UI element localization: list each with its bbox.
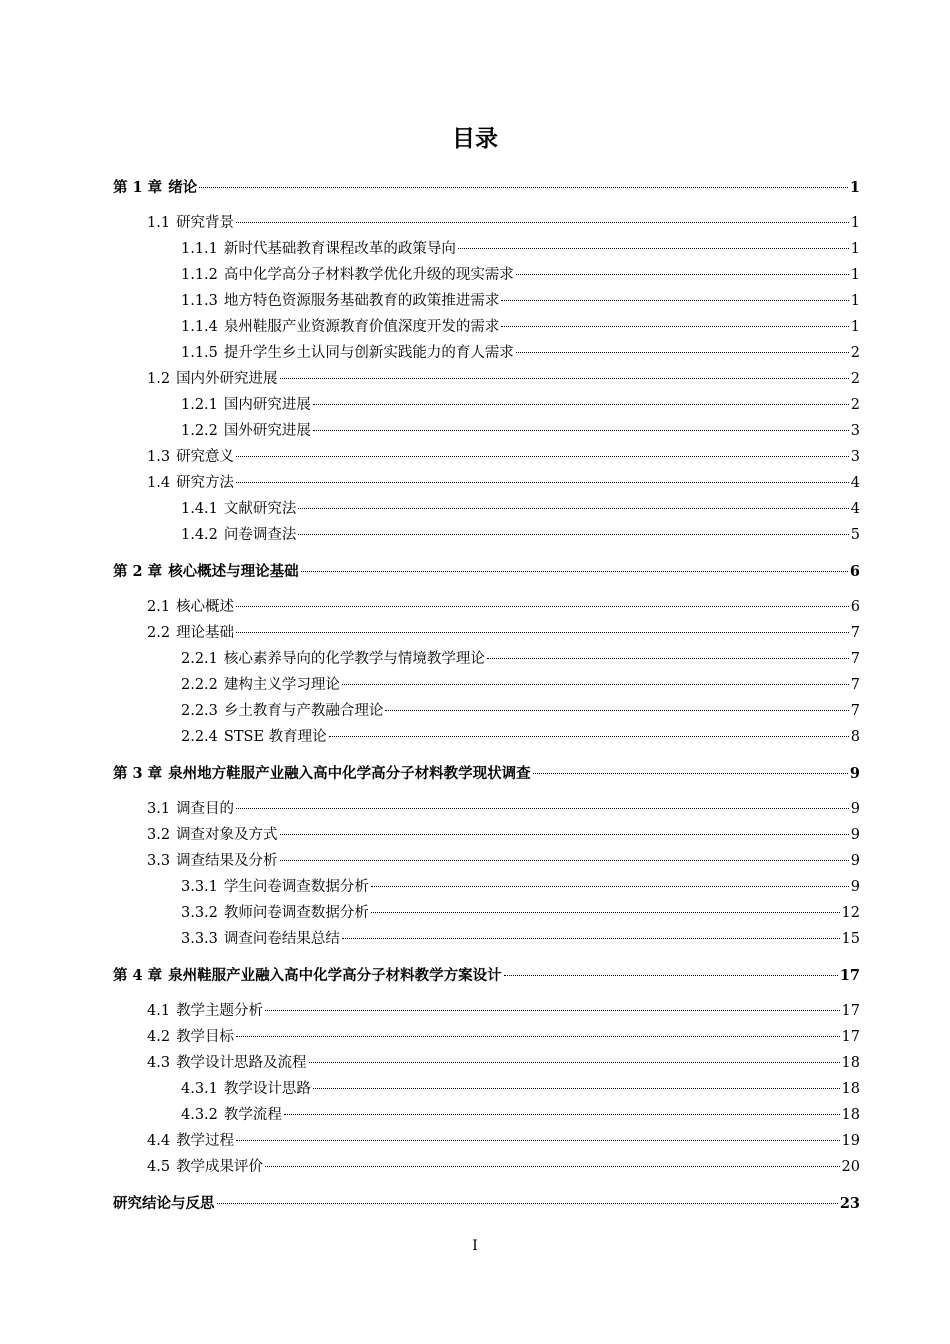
toc-entry-label: [147, 210, 234, 236]
dot-leader: [236, 808, 849, 809]
toc-entry-number: 3.3.1: [181, 879, 218, 895]
dot-leader: [385, 710, 848, 711]
toc-entry-label: [181, 236, 456, 262]
dot-leader: [501, 300, 848, 301]
toc-entry-number: 2.1: [147, 599, 171, 615]
toc-entry-text: 教学主题分析: [176, 1003, 264, 1019]
toc-entry-page: 17: [839, 967, 860, 984]
toc-entry-number: 4.3: [147, 1055, 171, 1071]
toc-entry-text: 研究方法: [176, 475, 235, 491]
dot-leader: [301, 571, 848, 572]
toc-entry-number: 3.3.2: [181, 905, 218, 921]
toc-entry-text: 教学设计思路: [223, 1081, 311, 1097]
dot-leader: [298, 534, 848, 535]
toc-entry-page: 23: [839, 1195, 860, 1212]
toc-entry-text: 国内外研究进展: [176, 371, 278, 387]
toc-entry-label: [181, 496, 296, 522]
toc-entry-text: 核心概述与理论基础: [168, 563, 299, 580]
toc-entry-label: [113, 964, 502, 988]
toc-entry-label: [147, 470, 234, 496]
toc-entry[interactable]: [113, 1102, 860, 1128]
toc-entry-text: 乡土教育与产教融合理论: [223, 703, 384, 719]
toc-entry-number: 2.2.1: [181, 651, 218, 667]
toc-entry-number: 1.4.1: [181, 501, 218, 517]
toc-entry[interactable]: [113, 900, 860, 926]
toc-entry-text: 高中化学高分子材料教学优化升级的现实需求: [223, 267, 514, 283]
toc-entry-text: 学生问卷调查数据分析: [223, 879, 369, 895]
toc-entry-text: 调查结果及分析: [176, 853, 278, 869]
toc-entry-number: 1.4: [147, 475, 171, 491]
toc-entry-page: 3: [850, 423, 860, 439]
dot-leader: [371, 912, 840, 913]
toc-entry[interactable]: [113, 176, 860, 200]
toc-entry-number: 2.2.2: [181, 677, 218, 693]
toc-entry[interactable]: [113, 392, 860, 418]
toc-entry-text: 建构主义学习理论: [223, 677, 340, 693]
toc-entry-page: 4: [850, 501, 860, 517]
toc-entry-page: 1: [850, 319, 860, 335]
toc-entry-label: [181, 314, 499, 340]
toc-entry-page: 7: [850, 651, 860, 667]
toc-entry-page: 1: [850, 241, 860, 257]
toc-entry[interactable]: [113, 1076, 860, 1102]
toc-entry-page: 17: [841, 1003, 860, 1019]
toc-entry[interactable]: [113, 620, 860, 646]
toc-entry-text: 问卷调查法: [223, 527, 297, 543]
dot-leader: [516, 352, 849, 353]
toc-entry-label: [181, 1076, 311, 1102]
toc-entry[interactable]: [113, 672, 860, 698]
toc-entry-page: 7: [850, 703, 860, 719]
toc-entry-text: 教师问卷调查数据分析: [223, 905, 369, 921]
toc-entry-label: [181, 1102, 282, 1128]
toc-entry-text: 调查目的: [176, 801, 235, 817]
toc-entry[interactable]: [113, 262, 860, 288]
toc-entry-label: [147, 1154, 263, 1180]
toc-entry-label: [147, 1128, 234, 1154]
table-of-contents: [113, 176, 860, 1216]
dot-leader: [236, 1140, 839, 1141]
toc-entry-label: [147, 998, 263, 1024]
toc-entry-page: 2: [850, 345, 860, 361]
toc-entry-label: [113, 176, 197, 200]
toc-entry-label: [113, 762, 531, 786]
toc-entry-number: 3.1: [147, 801, 171, 817]
toc-entry-page: 7: [850, 677, 860, 693]
page-number: I: [472, 1238, 478, 1254]
dot-leader: [217, 1203, 838, 1204]
toc-entry-number: 1.1.4: [181, 319, 218, 335]
dot-leader: [309, 1062, 840, 1063]
toc-entry-label: [181, 392, 311, 418]
toc-entry-text: 国外研究进展: [223, 423, 311, 439]
dot-leader: [265, 1010, 839, 1011]
toc-entry-page: 3: [850, 449, 860, 465]
toc-entry[interactable]: [113, 340, 860, 366]
toc-entry[interactable]: [113, 998, 860, 1024]
toc-entry-number: 1.1.3: [181, 293, 218, 309]
toc-entry[interactable]: [113, 926, 860, 952]
dot-leader: [199, 187, 848, 188]
dot-leader: [533, 773, 848, 774]
toc-entry-number: 第 1 章: [113, 179, 163, 196]
toc-entry-number: 1.1.2: [181, 267, 218, 283]
dot-leader: [236, 456, 849, 457]
toc-entry-label: [181, 418, 311, 444]
toc-entry-page: 9: [850, 801, 860, 817]
toc-entry-label: [147, 620, 234, 646]
toc-entry[interactable]: [113, 210, 860, 236]
toc-entry-label: [147, 1050, 307, 1076]
toc-entry[interactable]: [113, 698, 860, 724]
toc-entry[interactable]: [113, 1154, 860, 1180]
page-title: 目录: [452, 126, 498, 152]
dot-leader: [516, 274, 849, 275]
toc-entry-text: 文献研究法: [223, 501, 297, 517]
dot-leader: [280, 834, 849, 835]
toc-entry-page: 1: [849, 179, 860, 196]
toc-entry-label: [147, 848, 278, 874]
toc-entry-page: 12: [841, 905, 860, 921]
toc-entry-page: 7: [850, 625, 860, 641]
toc-entry[interactable]: [113, 444, 860, 470]
toc-entry-page: 1: [850, 215, 860, 231]
toc-entry-number: 2.2.3: [181, 703, 218, 719]
toc-entry-text: 绪论: [168, 179, 198, 196]
toc-entry[interactable]: [113, 848, 860, 874]
toc-entry-label: [181, 874, 369, 900]
toc-entry-label: [147, 1024, 234, 1050]
toc-entry-page: 1: [850, 293, 860, 309]
toc-entry-number: 第 3 章: [113, 765, 163, 782]
toc-entry-text: 泉州地方鞋服产业融入高中化学高分子材料教学现状调查: [168, 765, 531, 782]
toc-entry[interactable]: [113, 646, 860, 672]
dot-leader: [298, 508, 848, 509]
toc-entry-text: 核心素养导向的化学教学与情境教学理论: [223, 651, 485, 667]
toc-entry-page: 4: [850, 475, 860, 491]
toc-entry-label: [181, 698, 383, 724]
toc-entry[interactable]: [113, 470, 860, 496]
dot-leader: [458, 248, 849, 249]
toc-entry[interactable]: [113, 560, 860, 584]
dot-leader: [236, 482, 849, 483]
toc-entry-page: 18: [841, 1107, 860, 1123]
dot-leader: [280, 378, 849, 379]
toc-entry-label: [181, 672, 340, 698]
toc-entry-number: 4.3.1: [181, 1081, 218, 1097]
toc-entry-label: [147, 366, 278, 392]
toc-entry-text: 新时代基础教育课程改革的政策导向: [223, 241, 456, 257]
toc-entry-label: [113, 560, 299, 584]
toc-entry-page: 18: [841, 1081, 860, 1097]
dot-leader: [504, 975, 838, 976]
dot-leader: [313, 1088, 840, 1089]
dot-leader: [236, 1036, 839, 1037]
toc-entry-page: 2: [850, 397, 860, 413]
toc-entry-text: 泉州鞋服产业融入高中化学高分子材料教学方案设计: [168, 967, 502, 984]
toc-entry-label: [181, 724, 327, 750]
toc-entry-label: [147, 444, 234, 470]
toc-entry-number: 1.3: [147, 449, 171, 465]
toc-entry-label: [181, 900, 369, 926]
toc-entry-page: 9: [850, 853, 860, 869]
dot-leader: [280, 860, 849, 861]
toc-entry-number: 3.2: [147, 827, 171, 843]
dot-leader: [501, 326, 848, 327]
toc-entry-page: 9: [849, 765, 860, 782]
toc-entry-page: 8: [850, 729, 860, 745]
toc-entry-label: [147, 822, 278, 848]
toc-entry[interactable]: [113, 1050, 860, 1076]
toc-entry-number: 1.1: [147, 215, 171, 231]
toc-entry-number: 4.2: [147, 1029, 171, 1045]
dot-leader: [236, 222, 849, 223]
toc-entry[interactable]: [113, 762, 860, 786]
toc-entry-number: 3.3: [147, 853, 171, 869]
toc-entry-page: 2: [850, 371, 860, 387]
toc-entry-text: 提升学生乡土认同与创新实践能力的育人需求: [223, 345, 514, 361]
toc-entry-text: 调查对象及方式: [176, 827, 278, 843]
toc-entry[interactable]: [113, 724, 860, 750]
toc-entry-number: 1.4.2: [181, 527, 218, 543]
toc-entry-page: 17: [841, 1029, 860, 1045]
toc-entry-text: 教学过程: [176, 1133, 235, 1149]
toc-entry-label: [181, 646, 485, 672]
toc-entry-text: 研究背景: [176, 215, 235, 231]
toc-entry-number: 1.2.2: [181, 423, 218, 439]
toc-entry-page: 9: [850, 879, 860, 895]
toc-entry[interactable]: [113, 594, 860, 620]
toc-entry-label: [147, 594, 234, 620]
toc-entry[interactable]: [113, 1128, 860, 1154]
toc-entry[interactable]: [113, 418, 860, 444]
toc-entry-number: 1.2: [147, 371, 171, 387]
dot-leader: [329, 736, 849, 737]
toc-entry-number: 4.3.2: [181, 1107, 218, 1123]
toc-entry-number: 1.2.1: [181, 397, 218, 413]
dot-leader: [313, 404, 849, 405]
toc-entry-page: 19: [841, 1133, 860, 1149]
toc-entry-text: 核心概述: [176, 599, 235, 615]
toc-entry[interactable]: [113, 1024, 860, 1050]
dot-leader: [236, 632, 849, 633]
toc-entry-text: 研究结论与反思: [113, 1195, 215, 1212]
toc-entry[interactable]: [113, 964, 860, 988]
toc-entry-text: 国内研究进展: [223, 397, 311, 413]
toc-entry-text: 研究意义: [176, 449, 235, 465]
toc-entry-page: 5: [850, 527, 860, 543]
toc-entry[interactable]: [113, 366, 860, 392]
toc-entry-text: 地方特色资源服务基础教育的政策推进需求: [223, 293, 500, 309]
dot-leader: [313, 430, 849, 431]
toc-entry[interactable]: [113, 796, 860, 822]
dot-leader: [284, 1114, 840, 1115]
toc-entry[interactable]: [113, 822, 860, 848]
toc-entry-text: 教学目标: [176, 1029, 235, 1045]
dot-leader: [342, 938, 840, 939]
toc-entry-page: 9: [850, 827, 860, 843]
toc-entry-label: [181, 340, 514, 366]
toc-entry[interactable]: [113, 314, 860, 340]
toc-entry-page: 20: [841, 1159, 860, 1175]
toc-entry-number: 2.2.4: [181, 729, 218, 745]
toc-entry-label: [147, 796, 234, 822]
toc-entry[interactable]: [113, 1192, 860, 1216]
toc-entry-number: 2.2: [147, 625, 171, 641]
toc-entry-number: 4.4: [147, 1133, 171, 1149]
toc-entry-number: 4.5: [147, 1159, 171, 1175]
toc-entry-page: 1: [850, 267, 860, 283]
dot-leader: [487, 658, 849, 659]
toc-entry-page: 15: [841, 931, 860, 947]
toc-entry-page: 18: [841, 1055, 860, 1071]
toc-entry-number: 1.1.5: [181, 345, 218, 361]
toc-entry-number: 第 4 章: [113, 967, 163, 984]
toc-entry-label: [181, 926, 340, 952]
toc-entry-label: [181, 522, 296, 548]
toc-entry-text: 理论基础: [176, 625, 235, 641]
toc-entry[interactable]: [113, 522, 860, 548]
toc-entry[interactable]: [113, 236, 860, 262]
toc-entry-label: [181, 262, 514, 288]
toc-entry-text: STSE 教育理论: [223, 729, 327, 745]
toc-entry-text: 教学设计思路及流程: [176, 1055, 307, 1071]
toc-entry-number: 4.1: [147, 1003, 171, 1019]
toc-entry-label: [181, 288, 499, 314]
dot-leader: [265, 1166, 839, 1167]
toc-entry-page: 6: [850, 599, 860, 615]
toc-entry[interactable]: [113, 288, 860, 314]
toc-entry-number: 3.3.3: [181, 931, 218, 947]
toc-entry-text: 调查问卷结果总结: [223, 931, 340, 947]
dot-leader: [371, 886, 849, 887]
toc-entry-number: 1.1.1: [181, 241, 218, 257]
toc-entry-text: 教学成果评价: [176, 1159, 264, 1175]
dot-leader: [342, 684, 849, 685]
toc-entry-number: 第 2 章: [113, 563, 163, 580]
dot-leader: [236, 606, 849, 607]
toc-entry[interactable]: [113, 874, 860, 900]
toc-entry-page: 6: [849, 563, 860, 580]
toc-entry-label: [113, 1192, 215, 1216]
toc-entry-text: 教学流程: [223, 1107, 282, 1123]
toc-entry-text: 泉州鞋服产业资源教育价值深度开发的需求: [223, 319, 500, 335]
toc-entry[interactable]: [113, 496, 860, 522]
